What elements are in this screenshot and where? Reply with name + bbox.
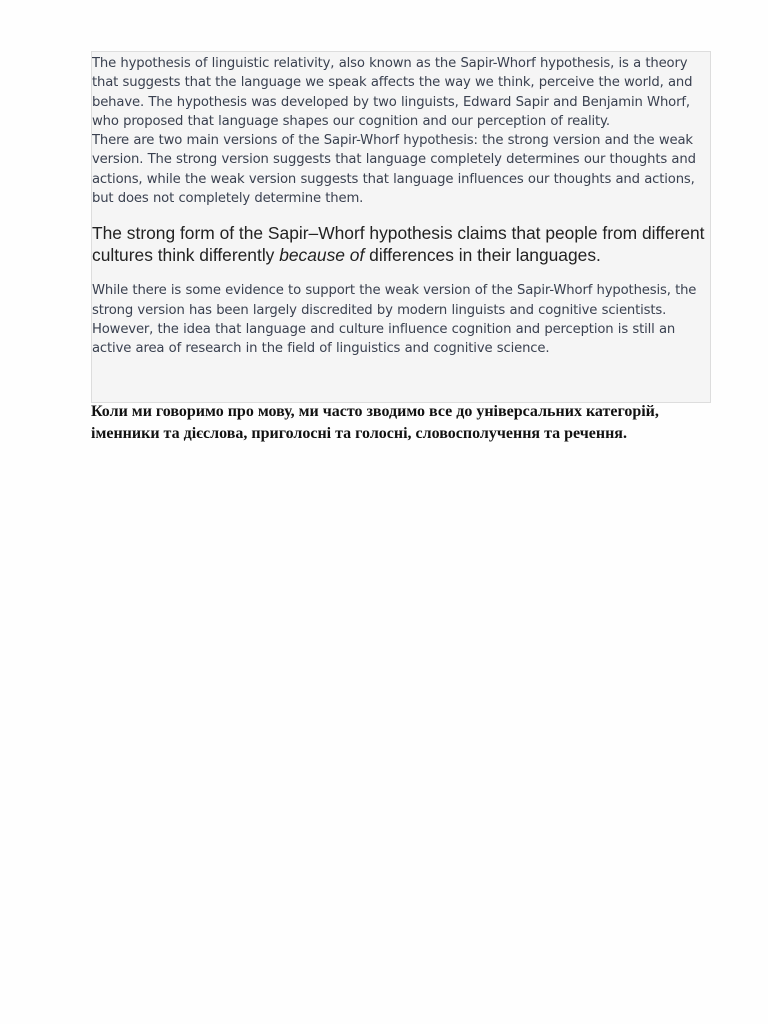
paragraph-two-versions: There are two main versions of the Sapir-Whorf hypothesis: the strong version and the weak version. The strong version suggests that language completely determines our thoughts and actions, while the weak version suggests that language influences our thoughts and actions, but does not completely determine them.	[92, 133, 696, 207]
ukrainian-text-before: Коли ми говоримо про мову, ми часто зводимо все до	[91, 403, 477, 420]
paragraph-linguistic-relativity: The hypothesis of linguistic relativity, also known as the Sapir-Whorf hypothesis, is a theory that suggests that the language we speak affects the way we think, perceive the world, and behave. The hypothesis was developed by two linguists, Edward Sapir and Benjamin Whorf, who proposed that language shapes our cognition and our perception of reality.	[92, 56, 693, 129]
claim-text-before: The strong form of the Sapir–Whorf hypothesis claims that people from different cultures think differently	[92, 223, 705, 265]
claim-text-after: differences in their languages.	[364, 244, 601, 265]
ukrainian-bold-phrase: універсальних категорій	[476, 403, 655, 420]
quoted-text-box	[91, 51, 711, 403]
ukrainian-text-after: , іменники та дієслова, приголосні та голосні, словосполучення та речення.	[91, 403, 659, 442]
ukrainian-paragraph	[91, 401, 691, 445]
claim-emphasis: because of	[279, 244, 365, 265]
paragraph-evidence: While there is some evidence to support the weak version of the Sapir-Whorf hypothesis, the strong version has been largely discredited by modern linguists and cognitive scientists. However, the idea that language and culture influence cognition and perception is still an active area of research in the field of linguistics and cognitive science.	[92, 283, 697, 357]
strong-form-claim	[92, 223, 710, 266]
